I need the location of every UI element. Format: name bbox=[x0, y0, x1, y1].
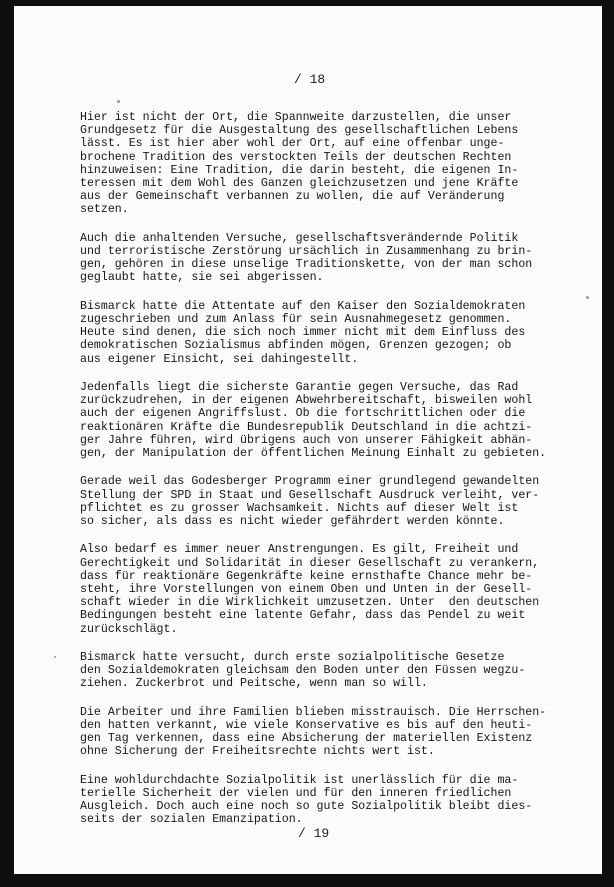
text-line: Jedenfalls liegt die sicherste Garantie gegen Versuche, das Rad bbox=[80, 381, 519, 395]
text-line: steht, ihre Vorstellungen von einem Oben und Unten in der Gesell- bbox=[80, 583, 533, 597]
text-line: schaft wieder in die Wirklichkeit umzusetzen. Unter den deutschen bbox=[80, 596, 540, 610]
text-line: zurückzudrehen, in der eigenen Abwehrbereitschaft, bisweilen wohl bbox=[80, 394, 533, 408]
paragraph-3 bbox=[80, 300, 580, 366]
text-line: Gerechtigkeit und Solidarität in dieser Gesellschaft zu verankern, bbox=[80, 556, 540, 570]
text-line: den Sozialdemokraten gleichsam den Boden unter den Füssen wegzu- bbox=[80, 664, 526, 678]
paragraph-2 bbox=[80, 232, 580, 285]
paragraph-5 bbox=[80, 475, 580, 528]
text-line: Grundgesetz für die Ausgestaltung des gesellschaftlichen Lebens bbox=[80, 124, 519, 138]
text-line: aus eigener Einsicht, sei dahingestellt. bbox=[80, 352, 359, 366]
paragraph-4 bbox=[80, 381, 580, 460]
text-line: Gerade weil das Godesberger Programm einer grundlegend gewandelten bbox=[80, 475, 540, 489]
text-line: auch der eigenen Angriffslust. Ob die fortschrittlichen oder die bbox=[80, 407, 526, 421]
text-line: gen Tag verkennen, dass eine Absicherung der materiellen Existenz bbox=[80, 732, 533, 746]
page-number-bottom: / 19 bbox=[298, 826, 330, 841]
text-line: Also bedarf es immer neuer Anstrengungen. Es gilt, Freiheit und bbox=[80, 543, 519, 557]
paragraph-6 bbox=[80, 543, 580, 635]
scan-speck bbox=[117, 100, 120, 103]
text-line: Bismarck hatte versucht, durch erste sozialpolitische Gesetze bbox=[80, 651, 505, 665]
text-line: Auch die anhaltenden Versuche, gesellschaftsverändernde Politik bbox=[80, 231, 519, 245]
text-line: Hier ist nicht der Ort, die Spannweite darzustellen, die unser bbox=[80, 111, 512, 124]
text-line: geglaubt hatte, sie sei abgerissen. bbox=[80, 271, 324, 285]
body-text bbox=[80, 111, 580, 842]
text-line: den hatten verkannt, wie viele Konservative es bis auf den heuti- bbox=[80, 719, 533, 733]
text-line: aus der Gemeinschaft verbannen zu wollen, die auf Veränderung bbox=[80, 190, 505, 204]
text-line: Die Arbeiter und ihre Familien blieben misstrauisch. Die Herrschen- bbox=[80, 705, 547, 719]
document-page bbox=[14, 6, 602, 874]
text-line: teressen mit dem Wohl des Ganzen gleichzusetzen und jene Kräfte bbox=[80, 177, 519, 191]
text-line: Eine wohldurchdachte Sozialpolitik ist unerlässlich für die ma- bbox=[80, 773, 519, 787]
text-line: Ausgleich. Doch auch eine noch so gute Sozialpolitik bleibt dies- bbox=[80, 800, 533, 814]
text-line: hinzuweisen: Eine Tradition, die darin besteht, die eigenen In- bbox=[80, 163, 519, 177]
text-line: zurückschlägt. bbox=[80, 622, 178, 636]
scan-speck bbox=[586, 296, 589, 299]
text-line: Stellung der SPD in Staat und Gesellschaft Ausdruck verleiht, ver- bbox=[80, 488, 540, 502]
text-line: Heute sind denen, die sich noch immer nicht mit dem Einfluss des bbox=[80, 326, 526, 340]
paragraph-1 bbox=[80, 111, 580, 217]
text-line: lässt. Es ist hier aber wohl der Ort, auf eine offenbar unge- bbox=[80, 137, 505, 151]
text-line: reaktionären Kräfte die Bundesrepublik Deutschland in die achtzi- bbox=[80, 420, 533, 434]
text-line: zugeschrieben und zum Anlass für sein Ausnahmegesetz genommen. bbox=[80, 313, 512, 327]
text-line: Bismarck hatte die Attentate auf den Kaiser den Sozialdemokraten bbox=[80, 299, 526, 313]
scan-speck bbox=[54, 656, 56, 658]
text-line: seits der sozialen Emanzipation. bbox=[80, 813, 303, 827]
text-line: demokratischen Sozialismus abfinden mögen, Grenzen gezogen; ob bbox=[80, 339, 512, 353]
paragraph-9 bbox=[80, 774, 580, 827]
paragraph-8 bbox=[80, 706, 580, 759]
text-line: pflichtet es zu grosser Wachsamkeit. Nichts auf dieser Welt ist bbox=[80, 501, 519, 515]
text-line: und terroristische Zerstörung ursächlich in Zusammenhang zu brin- bbox=[80, 245, 533, 259]
text-line: gen, der Manipulation der öffentlichen Meinung Einhalt zu gebieten. bbox=[80, 447, 547, 461]
text-line: ohne Sicherung der Freiheitsrechte nichts wert ist. bbox=[80, 745, 435, 759]
text-line: so sicher, als dass es nicht wieder gefährdert werden könnte. bbox=[80, 515, 505, 529]
page-number-top: / 18 bbox=[294, 72, 326, 87]
text-line: ger Jahre führen, wird übrigens auch von unserer Fähigkeit abhän- bbox=[80, 433, 533, 447]
text-line: setzen. bbox=[80, 203, 129, 217]
paragraph-7 bbox=[80, 651, 580, 691]
text-line: gen, gehören in diese unselige Traditionskette, von der man schon bbox=[80, 258, 533, 272]
text-line: dass für reaktionäre Gegenkräfte keine ernsthafte Chance mehr be- bbox=[80, 569, 533, 583]
text-line: brochene Tradition des verstockten Teils der deutschen Rechten bbox=[80, 150, 512, 164]
text-line: ziehen. Zuckerbrot und Peitsche, wenn man so will. bbox=[80, 677, 428, 691]
text-line: Bedingungen besteht eine latente Gefahr, dass das Pendel zu weit bbox=[80, 609, 526, 623]
text-line: terielle Sicherheit der vielen und für den inneren friedlichen bbox=[80, 787, 512, 801]
